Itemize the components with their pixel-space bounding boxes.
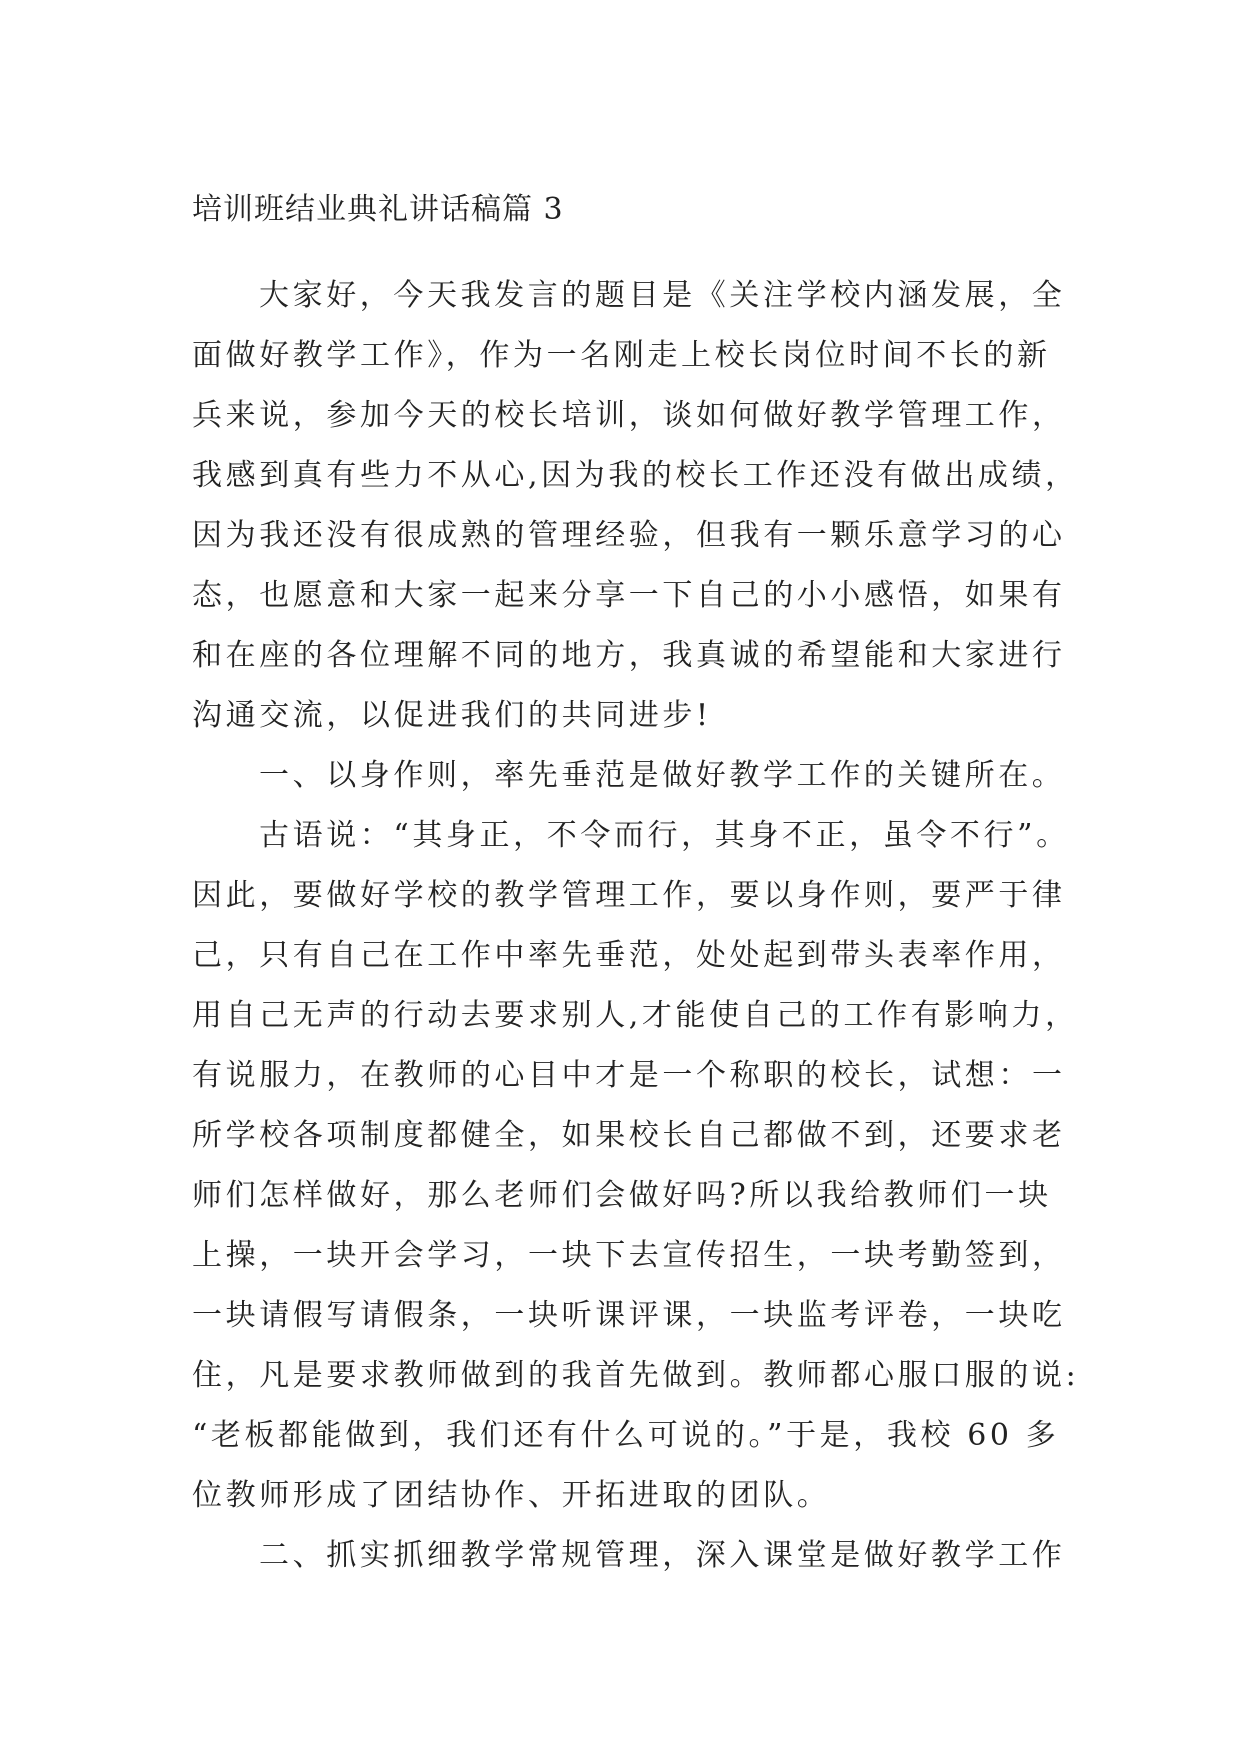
text-line: 大家好，今天我发言的题目是《关注学校内涵发展，全 (259, 278, 1066, 313)
text-line: 己，只有自己在工作中率先垂范，处处起到带头表率作用， (192, 938, 1066, 973)
text-line: 住，凡是要求教师做到的我首先做到。教师都心服口服的说: (192, 1358, 1080, 1393)
text-line: 二、抓实抓细教学常规管理，深入课堂是做好教学工作 (259, 1538, 1066, 1573)
paragraph-section-1 (192, 806, 1080, 1526)
text-line: 上操，一块开会学习，一块下去宣传招生，一块考勤签到， (192, 1238, 1066, 1273)
paragraph-opening (192, 266, 1079, 746)
document-body (192, 266, 1080, 1586)
document-title: 培训班结业典礼讲话稿篇 3 (192, 192, 564, 227)
text-line: 古语说：“其身正，不令而行，其身不正，虽令不行”。 (259, 818, 1070, 853)
text-line: 一、以身作则，率先垂范是做好教学工作的关键所在。 (259, 758, 1066, 793)
text-line: 因此，要做好学校的教学管理工作，要以身作则，要严于律 (192, 878, 1066, 913)
text-line: 位教师形成了团结协作、开拓进取的团队。 (192, 1478, 831, 1513)
text-line: 我感到真有些力不从心,因为我的校长工作还没有做出成绩， (192, 458, 1079, 493)
text-line: “老板都能做到，我们还有什么可说的。”于是，我校 60 多 (192, 1418, 1060, 1453)
text-line: 用自己无声的行动去要求别人,才能使自己的工作有影响力， (192, 998, 1079, 1033)
section-heading-2 (192, 1526, 1066, 1586)
section-heading-1 (192, 746, 1066, 806)
text-line: 所学校各项制度都健全，如果校长自己都做不到，还要求老 (192, 1118, 1066, 1153)
text-line: 师们怎样做好，那么老师们会做好吗?所以我给教师们一块 (192, 1178, 1052, 1213)
text-line: 兵来说，参加今天的校长培训，谈如何做好教学管理工作， (192, 398, 1066, 433)
text-line: 一块请假写请假条，一块听课评课，一块监考评卷，一块吃 (192, 1298, 1066, 1333)
text-line: 和在座的各位理解不同的地方，我真诚的希望能和大家进行 (192, 638, 1066, 673)
text-line: 因为我还没有很成熟的管理经验，但我有一颗乐意学习的心 (192, 518, 1066, 553)
text-line: 面做好教学工作》，作为一名刚走上校长岗位时间不长的新 (192, 338, 1051, 373)
text-line: 有说服力，在教师的心目中才是一个称职的校长，试想：一 (192, 1058, 1066, 1093)
text-line: 沟通交流，以促进我们的共同进步! (192, 698, 712, 733)
document-content (192, 190, 1080, 1586)
text-line: 态，也愿意和大家一起来分享一下自己的小小感悟，如果有 (192, 578, 1066, 613)
